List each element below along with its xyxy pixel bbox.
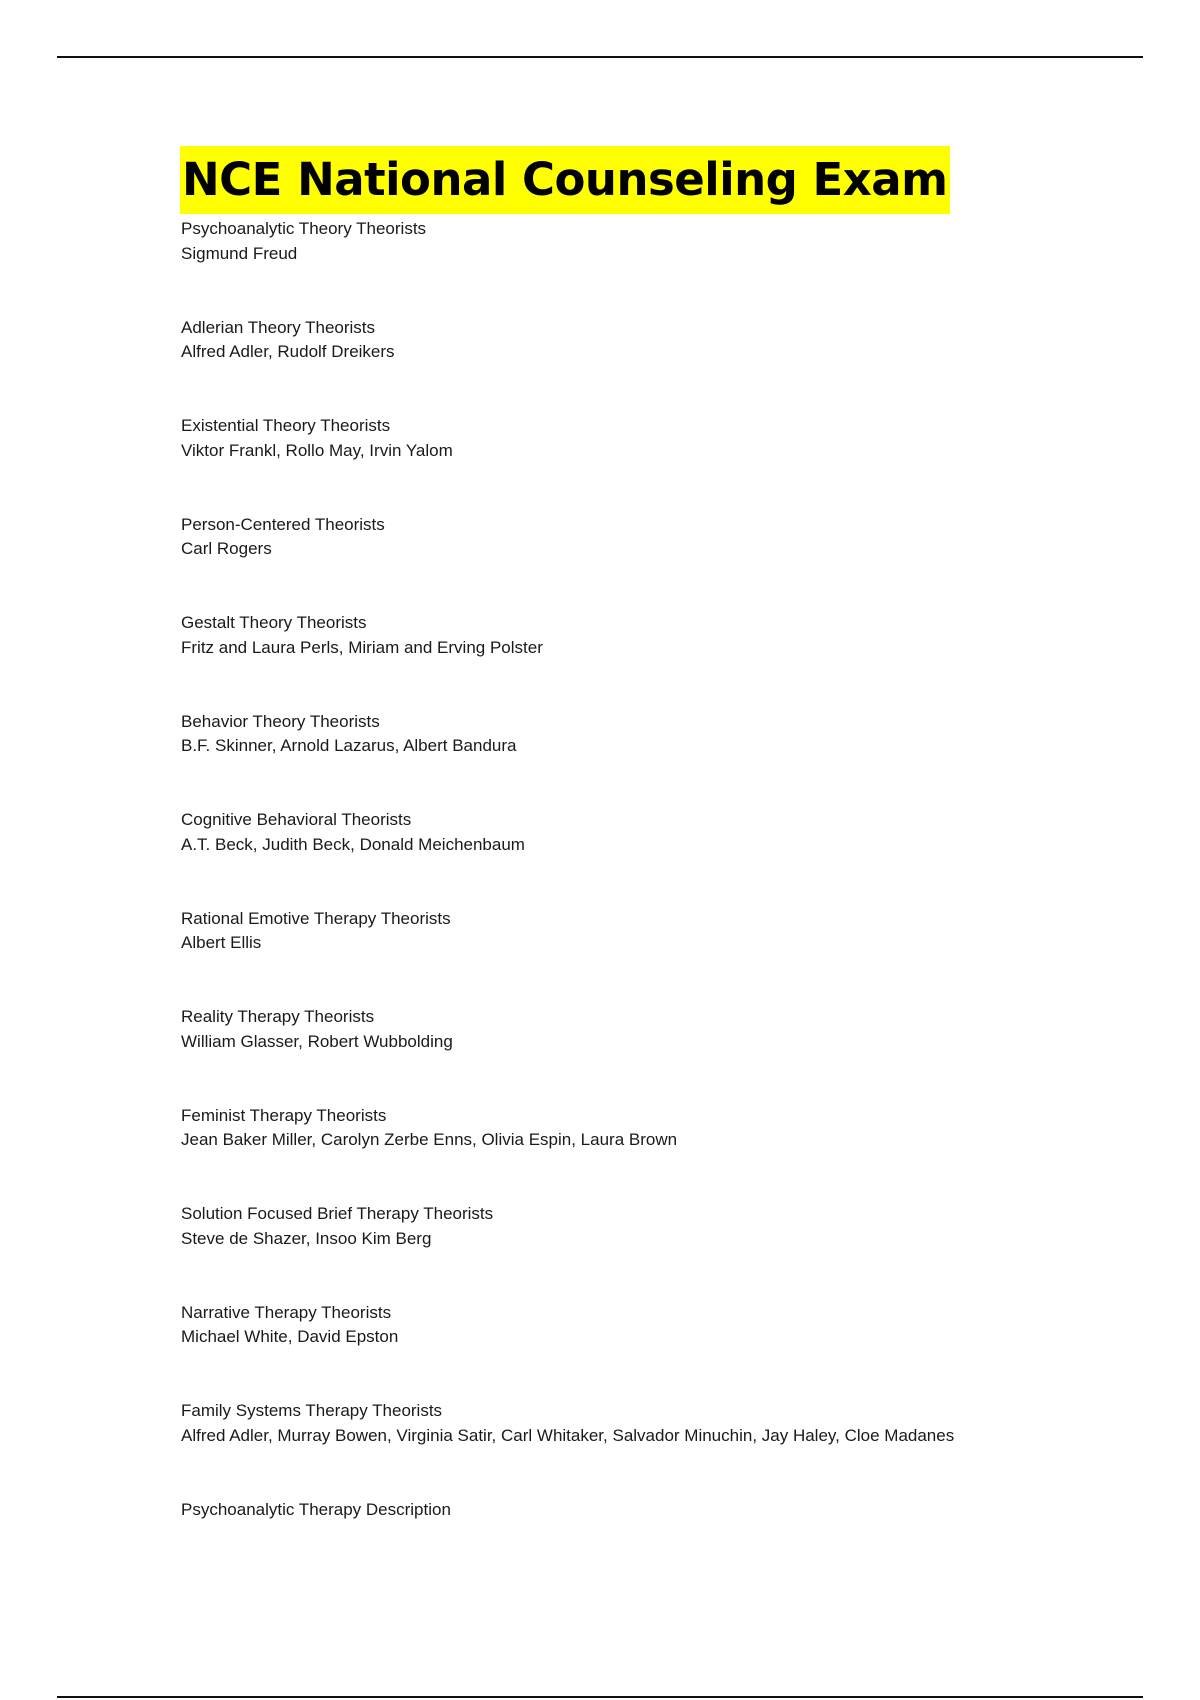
- list-item: [181, 414, 981, 463]
- list-item: [181, 1399, 981, 1448]
- list-item: [181, 1498, 981, 1523]
- list-item: [181, 611, 981, 660]
- entry-term: Behavior Theory Theorists: [181, 711, 380, 731]
- entry-definition: A.T. Beck, Judith Beck, Donald Meichenbaum: [181, 834, 525, 854]
- entry-definition: Sigmund Freud: [181, 243, 298, 263]
- entry-term: Rational Emotive Therapy Theorists: [181, 908, 451, 928]
- list-item: [181, 710, 981, 759]
- entry-definition: Michael White, David Epston: [181, 1327, 399, 1346]
- entry-term: Psychoanalytic Therapy Description: [181, 1499, 451, 1519]
- entry-term: Existential Theory Theorists: [181, 416, 391, 435]
- list-item: [181, 907, 981, 956]
- entry-term: Psychoanalytic Theory Theorists: [181, 219, 427, 238]
- list-item: [181, 1104, 981, 1153]
- entry-term: Reality Therapy Theorists: [181, 1007, 375, 1026]
- document-title: NCE National Counseling Exam: [180, 146, 950, 214]
- entry-term: Feminist Therapy Theorists: [181, 1105, 387, 1125]
- entry-list: [181, 217, 981, 1522]
- entry-definition: Alfred Adler, Murray Bowen, Virginia Satir, Carl Whitaker, Salvador Minuchin, Jay Haley, Cloe Madanes: [181, 1425, 955, 1445]
- entry-term: Solution Focused Brief Therapy Theorists: [181, 1204, 494, 1223]
- list-item: [181, 808, 981, 857]
- entry-definition: Fritz and Laura Perls, Miriam and Erving Polster: [181, 637, 543, 657]
- entry-definition: William Glasser, Robert Wubbolding: [181, 1031, 453, 1051]
- document-body: [181, 146, 981, 1572]
- entry-definition: Albert Ellis: [181, 933, 262, 952]
- entry-definition: B.F. Skinner, Arnold Lazarus, Albert Bandura: [181, 736, 517, 755]
- list-item: [181, 217, 981, 266]
- header-rule: [57, 56, 1143, 58]
- footer-rule: [57, 1696, 1143, 1698]
- list-item: [181, 513, 981, 562]
- list-item: [181, 1301, 981, 1350]
- entry-term: Cognitive Behavioral Theorists: [181, 810, 412, 829]
- entry-term: Narrative Therapy Theorists: [181, 1302, 392, 1322]
- list-item: [181, 316, 981, 365]
- entry-definition: Carl Rogers: [181, 539, 272, 558]
- list-item: [181, 1005, 981, 1054]
- entry-definition: Jean Baker Miller, Carolyn Zerbe Enns, Olivia Espin, Laura Brown: [181, 1130, 678, 1149]
- entry-term: Person-Centered Theorists: [181, 514, 385, 534]
- entry-definition: Viktor Frankl, Rollo May, Irvin Yalom: [181, 440, 453, 460]
- entry-term: Family Systems Therapy Theorists: [181, 1401, 443, 1420]
- entry-term: Gestalt Theory Theorists: [181, 613, 367, 632]
- entry-term: Adlerian Theory Theorists: [181, 317, 376, 337]
- entry-definition: Steve de Shazer, Insoo Kim Berg: [181, 1228, 432, 1248]
- list-item: [181, 1202, 981, 1251]
- entry-definition: Alfred Adler, Rudolf Dreikers: [181, 342, 395, 361]
